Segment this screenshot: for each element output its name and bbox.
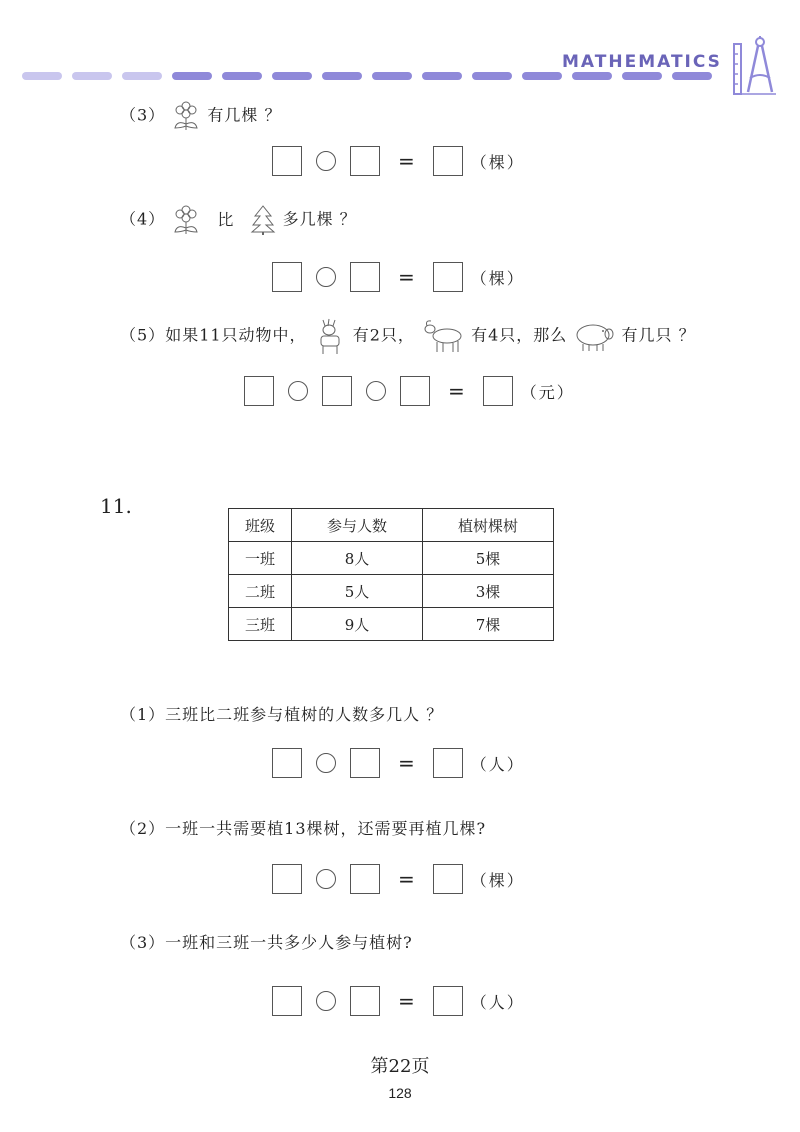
operator-circle[interactable] bbox=[316, 267, 336, 287]
table-cell: 3棵 bbox=[423, 575, 554, 608]
header-dash bbox=[122, 72, 162, 80]
question-label: （4） bbox=[120, 209, 166, 229]
equals-sign: = bbox=[398, 989, 415, 1013]
table-cell: 9人 bbox=[292, 608, 423, 641]
header-dash-bar bbox=[22, 72, 712, 82]
operator-circle[interactable] bbox=[316, 991, 336, 1011]
answer-box[interactable] bbox=[433, 146, 463, 176]
answer-box[interactable] bbox=[350, 748, 380, 778]
unit-label: （棵） bbox=[470, 152, 525, 172]
question-text: 有4只，那么 bbox=[471, 325, 568, 345]
table-cell: 7棵 bbox=[423, 608, 554, 641]
table-cell: 二班 bbox=[229, 575, 292, 608]
equation-row bbox=[272, 262, 525, 292]
equals-sign: = bbox=[398, 867, 415, 891]
table-header-row bbox=[229, 509, 554, 542]
answer-box[interactable] bbox=[400, 376, 430, 406]
equation-row bbox=[272, 748, 525, 778]
equals-sign: = bbox=[398, 149, 415, 173]
header-dash bbox=[672, 72, 712, 80]
header-dash bbox=[322, 72, 362, 80]
answer-box[interactable] bbox=[272, 262, 302, 292]
header-dash bbox=[572, 72, 612, 80]
table-row bbox=[229, 608, 554, 641]
question-text: 有几棵 ？ bbox=[207, 105, 282, 125]
brand-title: MATHEMATICS bbox=[562, 52, 722, 72]
flower-icon bbox=[171, 204, 201, 236]
sub-question-2: （2）一班一共需要植13棵树，还需要再植几棵? bbox=[120, 819, 487, 838]
header-dash bbox=[372, 72, 412, 80]
question-text: 有几只 ？ bbox=[621, 325, 696, 345]
header-dash bbox=[272, 72, 312, 80]
flower-icon bbox=[171, 100, 201, 132]
answer-box[interactable] bbox=[350, 864, 380, 894]
question-label: （3） bbox=[120, 105, 166, 125]
compass-ruler-icon bbox=[732, 34, 778, 98]
answer-box[interactable] bbox=[433, 262, 463, 292]
unit-label: （棵） bbox=[470, 870, 525, 890]
answer-box[interactable] bbox=[272, 146, 302, 176]
answer-box[interactable] bbox=[272, 748, 302, 778]
unit-label: （棵） bbox=[470, 268, 525, 288]
answer-box[interactable] bbox=[433, 748, 463, 778]
page-label: 第22页 bbox=[370, 1056, 430, 1077]
equals-sign: = bbox=[448, 379, 465, 403]
header-dash bbox=[472, 72, 512, 80]
operator-circle[interactable] bbox=[316, 753, 336, 773]
unit-label: （人） bbox=[470, 992, 525, 1012]
table-row bbox=[229, 542, 554, 575]
table-cell: 一班 bbox=[229, 542, 292, 575]
table-header-cell: 班级 bbox=[229, 509, 292, 542]
table-header-cell: 植树棵树 bbox=[423, 509, 554, 542]
operator-circle[interactable] bbox=[366, 381, 386, 401]
question-number: 11. bbox=[100, 494, 132, 518]
table-cell: 5人 bbox=[292, 575, 423, 608]
equals-sign: = bbox=[398, 751, 415, 775]
answer-box[interactable] bbox=[244, 376, 274, 406]
question-text: 有2只， bbox=[352, 325, 415, 345]
table-cell: 5棵 bbox=[423, 542, 554, 575]
answer-box[interactable] bbox=[350, 262, 380, 292]
equation-row bbox=[272, 864, 525, 894]
question-text: 多几棵 ？ bbox=[282, 209, 357, 229]
unit-label: （人） bbox=[470, 754, 525, 774]
question-4 bbox=[120, 204, 357, 236]
header-dash bbox=[22, 72, 62, 80]
answer-box[interactable] bbox=[272, 986, 302, 1016]
question-5 bbox=[120, 316, 696, 356]
answer-box[interactable] bbox=[322, 376, 352, 406]
equation-row bbox=[244, 376, 575, 406]
table-cell: 三班 bbox=[229, 608, 292, 641]
pig-icon bbox=[573, 320, 615, 352]
equation-row bbox=[272, 986, 525, 1016]
question-label: （5） bbox=[120, 325, 166, 345]
header-dash bbox=[522, 72, 562, 80]
table-cell: 8人 bbox=[292, 542, 423, 575]
question-3 bbox=[120, 100, 281, 132]
table-row bbox=[229, 575, 554, 608]
answer-box[interactable] bbox=[433, 986, 463, 1016]
answer-box[interactable] bbox=[433, 864, 463, 894]
header-dash bbox=[172, 72, 212, 80]
sub-question-1: （1）三班比二班参与植树的人数多几人 ？ bbox=[120, 705, 444, 724]
tree-icon bbox=[250, 204, 276, 236]
header-dash bbox=[622, 72, 662, 80]
equation-row bbox=[272, 146, 525, 176]
header-dash bbox=[222, 72, 262, 80]
page-number: 128 bbox=[388, 1085, 412, 1101]
answer-box[interactable] bbox=[272, 864, 302, 894]
unit-label: （元） bbox=[520, 382, 575, 402]
operator-circle[interactable] bbox=[316, 151, 336, 171]
data-table bbox=[228, 508, 554, 641]
answer-box[interactable] bbox=[483, 376, 513, 406]
question-text: 比 bbox=[217, 209, 235, 229]
header-dash bbox=[72, 72, 112, 80]
operator-circle[interactable] bbox=[316, 869, 336, 889]
answer-box[interactable] bbox=[350, 146, 380, 176]
question-text: 如果11只动物中， bbox=[165, 325, 307, 345]
table-header-cell: 参与人数 bbox=[292, 509, 423, 542]
answer-box[interactable] bbox=[350, 986, 380, 1016]
equals-sign: = bbox=[398, 265, 415, 289]
deer-icon bbox=[313, 316, 347, 356]
operator-circle[interactable] bbox=[288, 381, 308, 401]
goat-icon bbox=[421, 318, 465, 354]
header-dash bbox=[422, 72, 462, 80]
sub-question-3: （3）一班和三班一共多少人参与植树? bbox=[120, 933, 413, 952]
